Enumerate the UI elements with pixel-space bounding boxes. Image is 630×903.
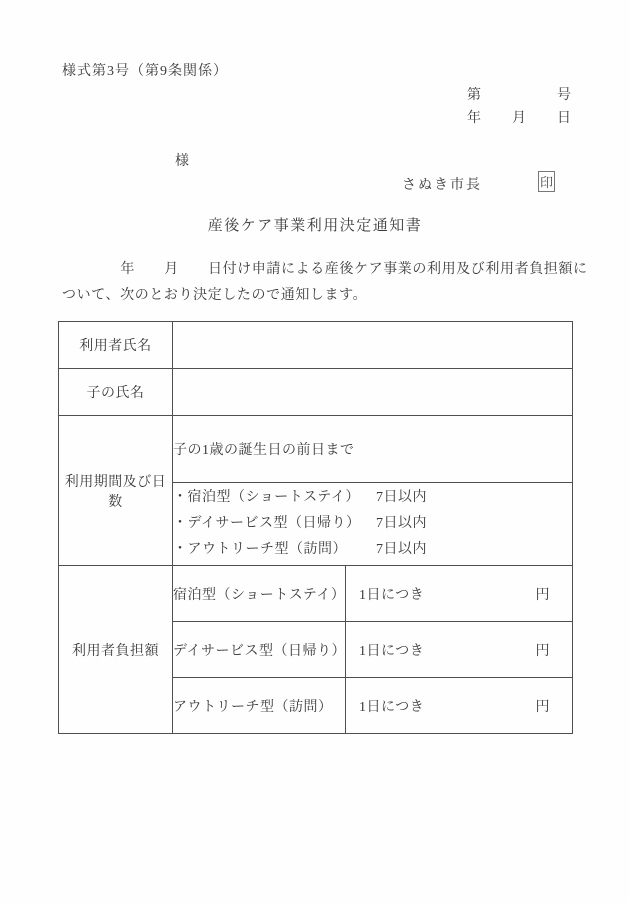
- period-item-limit: 7日以内: [376, 490, 427, 505]
- period-item: [173, 485, 572, 511]
- issuer-name: さぬき市長: [402, 178, 482, 193]
- yen-unit-label: 円: [535, 643, 550, 659]
- table-row-burden-overnight: [59, 566, 573, 622]
- burden-price-row: [346, 640, 572, 660]
- issuer-row: [402, 174, 572, 194]
- table-row-period-until: [59, 416, 573, 483]
- user-name-value-cell: [173, 322, 573, 369]
- table-row-child-name: [59, 369, 573, 416]
- burden-label-cell: 利用者負担額: [59, 566, 173, 734]
- period-item-label: ・宿泊型（ショートステイ）: [173, 490, 360, 505]
- per-day-label: 1日につき: [359, 643, 425, 659]
- period-item-limit: 7日以内: [376, 542, 427, 557]
- period-item: [173, 537, 572, 563]
- body-line-2: ついて、次のとおり決定したので通知します。: [62, 287, 368, 303]
- period-item: [173, 511, 572, 537]
- addressee-honorific: 様: [175, 154, 189, 169]
- period-item-limit: 7日以内: [376, 516, 427, 531]
- period-item-label: ・デイサービス型（日帰り）: [173, 516, 361, 531]
- period-items-list: [173, 483, 572, 565]
- yen-unit-label: 円: [535, 699, 550, 715]
- burden-price-row: [346, 696, 572, 716]
- seal-character: 印: [539, 175, 553, 190]
- table-row-user-name: [59, 322, 573, 369]
- per-day-label: 1日につき: [359, 699, 425, 715]
- body-paragraph: [62, 257, 588, 308]
- decision-table: [58, 321, 573, 734]
- document-number-blank: 第 号: [467, 88, 572, 103]
- body-line-1: 年 月 日付け申請による産後ケア事業の利用及び利用者負担額に: [62, 262, 588, 277]
- yen-unit-label: 円: [535, 587, 550, 603]
- child-name-value-cell: [173, 369, 573, 416]
- burden-price-row: [346, 584, 572, 604]
- burden-type-cell: 宿泊型（ショートステイ）: [173, 566, 346, 622]
- form-number-label: 様式第3号（第9条関係）: [62, 64, 228, 79]
- user-name-label-cell: 利用者氏名: [59, 322, 173, 369]
- period-item-label: ・アウトリーチ型（訪問）: [173, 542, 347, 557]
- burden-type-cell: アウトリーチ型（訪問）: [173, 678, 346, 734]
- burden-type-cell: デイサービス型（日帰り）: [173, 622, 346, 678]
- period-until-cell: 子の1歳の誕生日の前日まで: [173, 416, 573, 483]
- period-items-cell: [173, 483, 573, 566]
- date-blank: 年 月 日: [467, 111, 572, 126]
- burden-price-cell: [346, 566, 573, 622]
- period-label-cell: 利用期間及び日数: [59, 416, 173, 566]
- child-name-label-cell: 子の氏名: [59, 369, 173, 416]
- burden-price-cell: [346, 678, 573, 734]
- per-day-label: 1日につき: [359, 587, 425, 603]
- seal-stamp-box: [538, 171, 555, 192]
- document-title: 産後ケア事業利用決定通知書: [207, 218, 423, 234]
- burden-price-cell: [346, 622, 573, 678]
